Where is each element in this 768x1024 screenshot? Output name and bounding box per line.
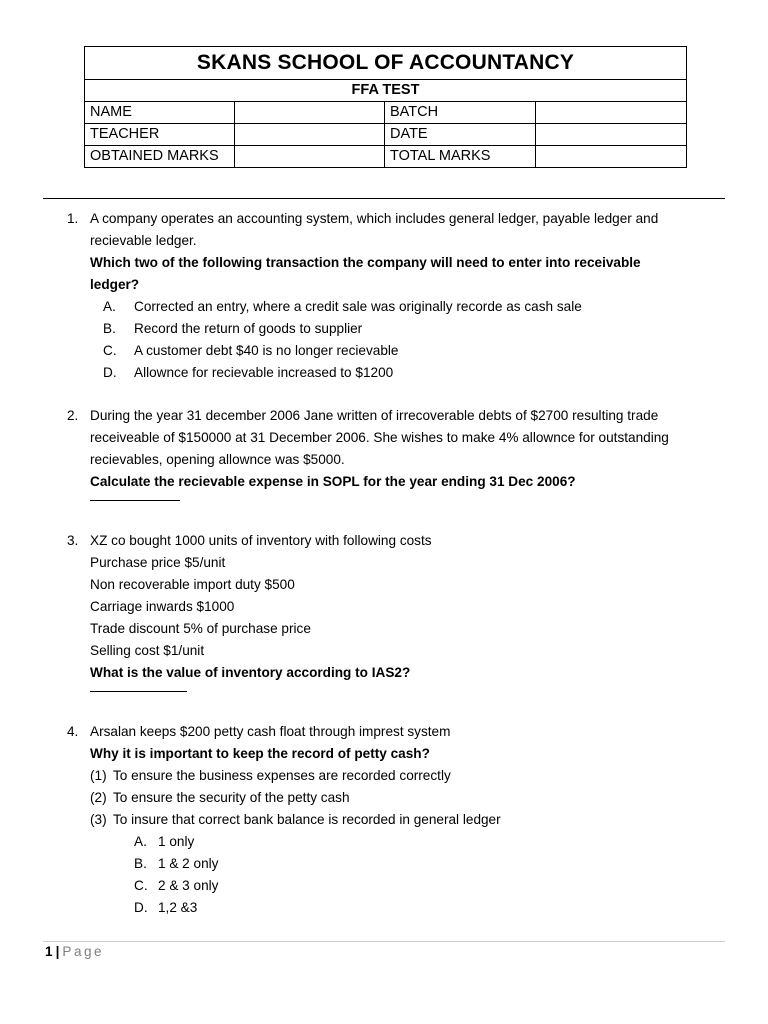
total-marks-field[interactable] <box>536 146 687 168</box>
question-text: A company operates an accounting system, which includes general ledger, payable ledger and <box>90 211 659 226</box>
name-field[interactable] <box>235 102 385 124</box>
option-a <box>90 296 690 318</box>
option-letter: D. <box>134 900 148 915</box>
question-number: 1. <box>67 211 79 226</box>
header-divider <box>43 198 725 199</box>
option-text: 2 & 3 only <box>158 878 219 893</box>
option-text: 1 & 2 only <box>158 856 219 871</box>
option-b <box>90 853 690 875</box>
question-prompt: Calculate the recievable expense in SOPL for the year ending 31 Dec 2006? <box>90 474 576 489</box>
header-row-marks <box>85 146 687 168</box>
page-footer <box>45 943 104 961</box>
question-3 <box>0 530 690 692</box>
option-b <box>90 318 690 340</box>
date-label: DATE <box>385 124 536 146</box>
batch-label: BATCH <box>385 102 536 124</box>
option-letter: A. <box>134 834 147 849</box>
statement-text: To insure that correct bank balance is recorded in general ledger <box>113 812 501 827</box>
question-text: During the year 31 december 2006 Jane written of irrecoverable debts of $2700 resulting trade <box>90 408 659 423</box>
option-text: Corrected an entry, where a credit sale was originally recorde as cash sale <box>134 299 582 314</box>
teacher-field[interactable] <box>235 124 385 146</box>
question-text: Selling cost $1/unit <box>90 643 205 658</box>
page-label: Page <box>62 944 105 959</box>
footer-separator: | <box>55 944 60 959</box>
statement-number: (2) <box>90 790 107 805</box>
header-table <box>84 46 687 168</box>
statement-number: (3) <box>90 812 107 827</box>
question-prompt: Which two of the following transaction the company will need to enter into receivable ledger? <box>90 255 641 292</box>
question-text: Arsalan keeps $200 petty cash float through imprest system <box>90 724 451 739</box>
total-marks-label: TOTAL MARKS <box>385 146 536 168</box>
question-text: recievable ledger. <box>90 233 197 248</box>
question-text: recievables, opening allownce was $5000. <box>90 452 345 467</box>
spacer <box>0 501 768 530</box>
spacer <box>0 692 768 721</box>
batch-field[interactable] <box>536 102 687 124</box>
option-text: 1 only <box>158 834 195 849</box>
teacher-label: TEACHER <box>85 124 235 146</box>
statement-2 <box>90 787 690 809</box>
answer-blank[interactable] <box>90 684 187 692</box>
date-field[interactable] <box>536 124 687 146</box>
question-prompt: What is the value of inventory according to IAS2? <box>90 665 411 680</box>
option-d <box>90 897 690 919</box>
question-number: 3. <box>67 533 79 548</box>
option-c <box>90 340 690 362</box>
header-row-teacher <box>85 124 687 146</box>
option-letter: B. <box>103 321 116 336</box>
option-text: 1,2 &3 <box>158 900 198 915</box>
question-number: 2. <box>67 408 79 423</box>
obtained-marks-field[interactable] <box>235 146 385 168</box>
question-2 <box>0 405 690 501</box>
footer-divider <box>43 941 725 942</box>
question-text: Carriage inwards $1000 <box>90 599 235 614</box>
question-text: XZ co bought 1000 units of inventory with following costs <box>90 533 432 548</box>
question-text: receiveable of $150000 at 31 December 2006. She wishes to make 4% allownce for outstanding <box>90 430 669 445</box>
statement-text: To ensure the security of the petty cash <box>113 790 350 805</box>
test-title: FFA TEST <box>85 80 687 102</box>
option-text: Record the return of goods to supplier <box>134 321 363 336</box>
option-letter: C. <box>134 878 148 893</box>
statement-3 <box>90 809 690 831</box>
option-letter: D. <box>103 365 117 380</box>
statement-number: (1) <box>90 768 107 783</box>
option-d <box>90 362 690 384</box>
question-4 <box>0 721 690 919</box>
question-list <box>0 208 768 919</box>
option-letter: C. <box>103 343 117 358</box>
spacer <box>0 384 768 405</box>
question-text: Non recoverable import duty $500 <box>90 577 295 592</box>
statement-text: To ensure the business expenses are recorded correctly <box>113 768 451 783</box>
option-letter: A. <box>103 299 116 314</box>
school-title: SKANS SCHOOL OF ACCOUNTANCY <box>85 47 687 80</box>
statement-1 <box>90 765 690 787</box>
option-text: A customer debt $40 is no longer recievable <box>134 343 399 358</box>
question-prompt: Why it is important to keep the record of petty cash? <box>90 746 430 761</box>
question-number: 4. <box>67 724 79 739</box>
question-text: Purchase price $5/unit <box>90 555 226 570</box>
page-number: 1 <box>45 944 53 959</box>
header-row-name <box>85 102 687 124</box>
option-text: Allownce for recievable increased to $1200 <box>134 365 394 380</box>
option-a <box>90 831 690 853</box>
question-text: Trade discount 5% of purchase price <box>90 621 311 636</box>
name-label: NAME <box>85 102 235 124</box>
question-1 <box>0 208 690 384</box>
option-c <box>90 875 690 897</box>
option-letter: B. <box>134 856 147 871</box>
obtained-marks-label: OBTAINED MARKS <box>85 146 235 168</box>
answer-blank[interactable] <box>90 493 180 501</box>
